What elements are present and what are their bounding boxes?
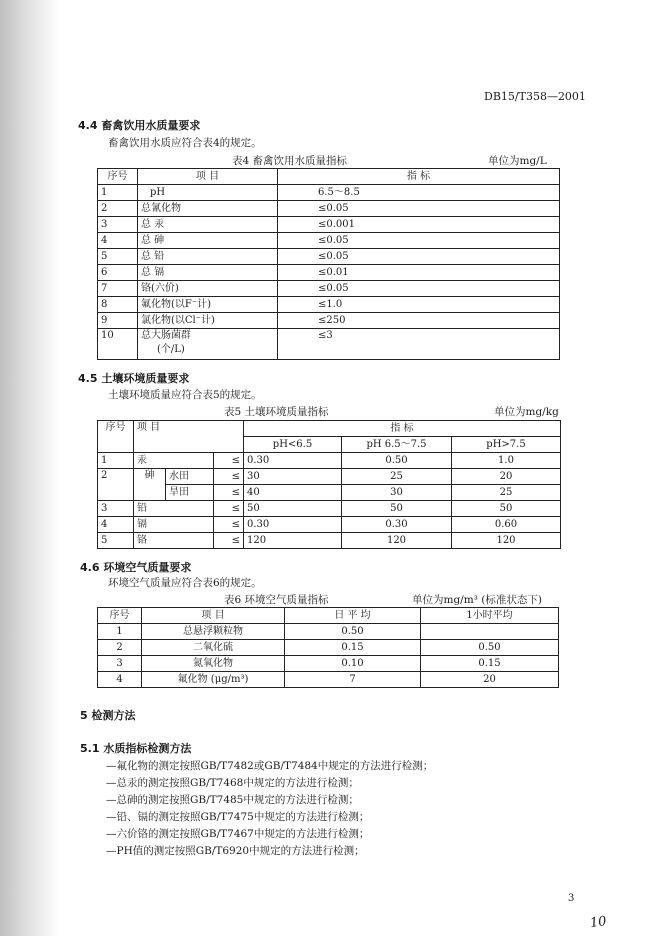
section-4-4-heading: 4.4 畜禽饮用水质量要求 [78,119,201,132]
table-header-cell: 项 目 [134,421,244,453]
table-cell: 8 [98,297,138,313]
table-cell: 0.50 [285,624,421,640]
table5-caption: 表5 土壤环境质量指标 [224,406,329,418]
table-cell: ≤0.001 [278,217,560,233]
table-cell: 0.15 [285,640,421,656]
table-cell: 5 [98,533,134,549]
table-cell: 氟化物 (μg/m³) [142,672,285,688]
table-cell: 20 [452,469,561,485]
table-cell: 6 [98,265,138,281]
table-row [98,672,559,688]
table5-unit: 单位为mg/kg [494,406,559,418]
table-cell: 50 [244,501,342,517]
method-item: —总砷的测定按照GB/T7485中规定的方法进行检测； [106,794,359,806]
table-cell: 水田 [166,469,214,485]
table-cell: 氮氧化物 [142,656,285,672]
table-row [98,501,561,517]
table-cell: ≤ [214,533,244,549]
table-cell: ≤ [214,501,244,517]
table5-soil-quality [97,420,561,549]
table-cell: 0.50 [342,453,452,469]
table-row [98,185,560,201]
method-item: —铅、镉的测定按照GB/T7475中规定的方法进行检测； [106,811,370,823]
table-row [98,656,559,672]
table-cell: 氯化物(以Cl⁻计) [138,313,278,329]
table-cell: 30 [342,485,452,501]
table-cell: 7 [98,281,138,297]
table-cell: 2 [98,469,134,501]
table-cell: 总氰化物 [138,201,278,217]
table-header-row [98,421,561,437]
table-cell: 0.15 [421,656,559,672]
section-5-heading: 5 检测方法 [80,709,136,722]
table-header-cell: 序号 [98,608,142,624]
table-row [98,281,560,297]
table-cell: ≤0.01 [278,265,560,281]
section-4-6-intro: 环境空气质量应符合表6的规定。 [108,577,262,589]
table-cell: 0.30 [244,453,342,469]
table-cell: ≤ [214,517,244,533]
method-item: —总汞的测定按照GB/T7468中规定的方法进行检测； [106,777,359,789]
table-cell: ≤ [214,453,244,469]
method-item: —PH值的测定按照GB/T6920中规定的方法进行检测； [106,845,365,857]
table-cell: 20 [421,672,559,688]
table-cell: 10 [98,329,138,360]
table-cell: 1 [98,185,138,201]
method-item: —六价铬的测定按照GB/T7467中规定的方法进行检测； [106,828,370,840]
section-4-4-intro: 畜禽饮用水质应符合表4的规定。 [108,137,262,149]
table-cell: 2 [98,201,138,217]
table-cell: 旱田 [166,485,214,501]
table-cell: 铅 [134,501,214,517]
table-row [98,313,560,329]
table-cell: 30 [244,469,342,485]
table-cell [138,329,278,360]
table-row [98,517,561,533]
table-row [98,201,560,217]
table-cell: 总 汞 [138,217,278,233]
table-cell: 120 [342,533,452,549]
table-cell: 铬(六价) [138,281,278,297]
table-cell: 9 [98,313,138,329]
table-header-cell: 1小时平均 [421,608,559,624]
item-line: 总大肠菌群 [141,330,191,341]
table-header-cell: 日 平 均 [285,608,421,624]
table6-caption: 表6 环境空气质量指标 [224,594,329,606]
section-4-5-heading: 4.5 土壤环境质量要求 [78,372,190,385]
section-4-5-intro: 土壤环境质量应符合表5的规定。 [108,389,262,401]
table-cell: 25 [342,469,452,485]
table-header-cell: 序号 [98,169,138,185]
table4-caption: 表4 畜禽饮用水质量指标 [232,155,348,167]
table-cell: 总悬浮颗粒物 [142,624,285,640]
table-cell [421,624,559,640]
table-cell: ≤0.05 [278,233,560,249]
table-cell: 总 铅 [138,249,278,265]
table-cell: 6.5～8.5 [278,185,560,201]
table-cell: 4 [98,517,134,533]
table-cell: 氟化物(以F⁻计) [138,297,278,313]
table-cell: 3 [98,217,138,233]
table-cell: 1.0 [452,453,561,469]
table6-unit: 单位为mg/m³ (标准状态下) [412,594,542,606]
item-line-unit: (个/L) [157,344,185,355]
table-header-cell: 项 目 [138,169,278,185]
table-cell: 铬 [134,533,214,549]
table-cell: ≤3 [278,329,560,360]
table-cell: 4 [98,672,142,688]
method-item: —氟化物的测定按照GB/T7482或GB/T7484中规定的方法进行检测； [106,760,434,772]
table-cell: 40 [244,485,342,501]
table-cell: 50 [452,501,561,517]
table-cell: 二氧化硫 [142,640,285,656]
table-cell: 3 [98,501,134,517]
table-cell: 50 [342,501,452,517]
section-5-1-heading: 5.1 水质指标检测方法 [80,742,192,755]
page-number: 3 [568,893,575,904]
table-header-cell: pH>7.5 [452,437,561,453]
table-row [98,624,559,640]
table-row [98,249,560,265]
table-cell: ≤ [214,485,244,501]
table-header-cell: 指 标 [244,421,561,437]
table-cell: 1 [98,453,134,469]
document-code: DB15/T358—2001 [484,90,586,103]
table-cell: 汞 [134,453,214,469]
table-cell: ≤ [214,469,244,485]
table-row [98,233,560,249]
table-cell: ≤0.05 [278,281,560,297]
table-cell: 镉 [134,517,214,533]
table-header-row [98,169,560,185]
table-row [98,217,560,233]
table-cell: ≤1.0 [278,297,560,313]
table4-unit: 单位为mg/L [488,155,547,167]
section-4-6-heading: 4.6 环境空气质量要求 [80,561,192,574]
table-cell: ≤0.05 [278,201,560,217]
table-cell: 0.30 [342,517,452,533]
table-cell: ≤0.05 [278,249,560,265]
table-row [98,485,561,501]
table-row [98,265,560,281]
table-header-cell: 项 目 [142,608,285,624]
table-cell: 7 [285,672,421,688]
table-cell: 0.30 [244,517,342,533]
page-binding-shadow [0,0,60,936]
table-row [98,533,561,549]
table-cell: 0.50 [421,640,559,656]
table-header-cell: 指 标 [278,169,560,185]
table-row [98,453,561,469]
table-row [98,297,560,313]
table-cell: 1 [98,624,142,640]
table4-water-quality [97,168,560,360]
table-row [98,329,560,360]
handwritten-mark: 10 [589,913,608,932]
table-row [98,469,561,485]
table-cell: 0.10 [285,656,421,672]
table-cell: 120 [244,533,342,549]
table-cell: 砷 [134,469,166,501]
table-cell: 5 [98,249,138,265]
table6-air-quality [97,607,559,688]
table-cell: 4 [98,233,138,249]
table-cell: 120 [452,533,561,549]
table-header-cell: pH 6.5～7.5 [342,437,452,453]
table-cell: ≤250 [278,313,560,329]
table-cell: 总 砷 [138,233,278,249]
table-cell: 25 [452,485,561,501]
table-cell: 0.60 [452,517,561,533]
table-row [98,640,559,656]
table-cell: 总 镉 [138,265,278,281]
table-cell: 3 [98,656,142,672]
table-cell: pH [138,185,278,201]
table-header-row [98,608,559,624]
table-cell: 2 [98,640,142,656]
table-header-cell: 序号 [98,421,134,453]
table-header-cell: pH<6.5 [244,437,342,453]
